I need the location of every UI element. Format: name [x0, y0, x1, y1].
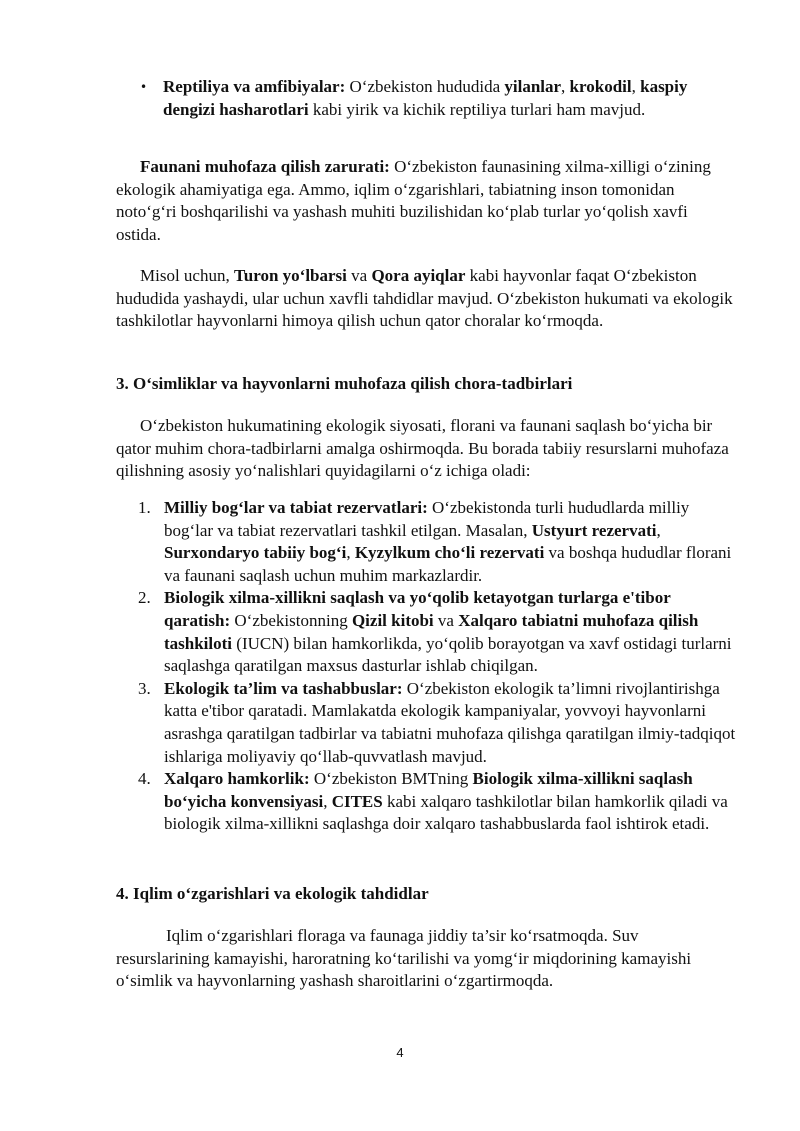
- text-run: O‘zbekiston BMTning: [309, 769, 473, 789]
- paragraph-climate: Iqlim o‘zgarishlari floraga va faunaga jiddiy ta’sir ko‘rsatmoqda. Suv resurslarining kamayishi, haroratning ko‘tarilishi va yomg‘ir miqdorining kamayishi o‘simlik va hayvonlarning yashash sharoitlarini o‘zgartirmoqda.: [116, 926, 692, 991]
- text-run: va: [346, 266, 372, 285]
- text-run: (IUCN) bilan hamkorlikda, yo‘qolib borayotgan va xavf ostidagi turlarni saqlashga qaratilgan maxsus dasturlar ishlab chiqilgan.: [164, 633, 732, 676]
- text-run: va boshqa hududlar florani va faunani saqlash uchun muhim markazlardir.: [164, 543, 732, 585]
- list-item-title: Ekologik ta’lim va tashabbuslar:: [164, 678, 403, 698]
- text-run: va: [433, 610, 459, 630]
- bold-term: kaspiy dengizi hasharotlari: [163, 77, 688, 119]
- section-heading-3: 3. O‘simliklar va hayvonlarni muhofaza qilish chora-tadbirlari: [116, 374, 573, 393]
- text-run: kabi hayvonlar faqat O‘zbekiston hududida yashaydi, ular uchun xavfli tahdidlar mavjud. O‘zbekiston hukumati va ekologik tashkilotlar hayvonlarni himoya qilish uchun qator choralar ko‘rmoqda.: [116, 266, 733, 331]
- bold-term: Turon yo‘lbarsi: [233, 266, 347, 285]
- text-run: O‘zbekiston hududida: [345, 77, 505, 96]
- list-number: 3.: [138, 678, 151, 698]
- text-run: O‘zbekiston faunasining xilma-xilligi o‘zining ekologik ahamiyatiga ega. Ammo, iqlim o‘zgarishlari, tabiatning inson tomonidan noto‘g‘ri boshqarilishi va yashash muhiti buzilishidan ko‘plab turlar yo‘qolish xavfi ostida.: [116, 157, 711, 244]
- text-run: ,: [656, 520, 661, 540]
- list-number: 4.: [138, 769, 151, 789]
- list-item: [116, 678, 736, 768]
- text-run: ,: [346, 543, 355, 563]
- bold-term: Ustyurt rezervati: [531, 520, 657, 540]
- bullet-title: Reptiliya va amfibiyalar:: [163, 77, 346, 96]
- text-run: ,: [561, 77, 570, 96]
- text-run: O‘zbekiston ekologik ta’limni rivojlantirishga katta e'tibor qaratadi. Mamlakatda ekologik kampaniyalar, yovvoyi hayvonlarni asrashga qaratilgan tadbirlar va tabiatni muhofaza qilishga qaratilgan ilmiy-tadqiqot ishlariga moliyaviy qo‘llab-quvvatlash mavjud.: [164, 678, 736, 766]
- bold-term: Qizil kitobi: [351, 610, 434, 630]
- paragraph-fauna-protection: [116, 156, 736, 246]
- measures-list: [116, 497, 736, 836]
- list-item-title: Milliy bog‘lar va tabiat rezervatlari:: [164, 498, 428, 517]
- text-run: ,: [631, 77, 641, 96]
- text-run: ,: [323, 791, 332, 811]
- bold-term: Kyzylkum cho‘li rezervati: [354, 543, 545, 563]
- list-item-title: Xalqaro hamkorlik:: [164, 769, 310, 789]
- paragraph-measures-intro: O‘zbekiston hukumatining ekologik siyosati, florani va faunani saqlash bo‘yicha bir qator muhim chora-tadbirlarni amalga oshirmoqda. Bu borada tabiiy resurslarni muhofaza qilishning asosiy yo‘nalishlari quyidagilarni o‘z ichiga oladi:: [116, 416, 729, 481]
- list-item: [116, 497, 736, 587]
- text-run: O‘zbekistonning: [230, 610, 352, 630]
- paragraph-example: [116, 265, 736, 333]
- bold-term: CITES: [331, 791, 383, 811]
- text-run: kabi xalqaro tashkilotlar bilan hamkorlik qiladi va biologik xilma-xillikni saqlashga doir xalqaro tashabbuslarda faol ishtirok etadi.: [164, 791, 728, 834]
- list-item: [116, 587, 736, 677]
- list-item-title: Biologik xilma-xillikni saqlash va yo‘qolib ketayotgan turlarga e'tibor qaratish:: [164, 588, 671, 630]
- bold-term: yilanlar: [504, 77, 562, 96]
- paragraph-title: Faunani muhofaza qilish zarurati:: [140, 157, 390, 176]
- page-number: 4: [396, 1045, 404, 1060]
- text-run: O‘zbekistonda turli hududlarda milliy bog‘lar va tabiat rezervatlari tashkil etilgan. Masalan,: [164, 498, 690, 540]
- list-number: 1.: [138, 498, 151, 517]
- bold-term: Biologik xilma-xillikni saqlash bo‘yicha konvensiyasi: [164, 769, 693, 811]
- section-heading-4: 4. Iqlim o‘zgarishlari va ekologik tahdidlar: [116, 884, 429, 903]
- list-number: 2.: [138, 588, 151, 608]
- list-item: [116, 768, 736, 836]
- bold-term: Qora ayiqlar: [371, 266, 466, 285]
- bold-term: Xalqaro tabiatni muhofaza qilish tashkiloti: [164, 610, 699, 653]
- bullet-item-reptiles: [163, 76, 723, 121]
- bold-term: krokodil: [569, 77, 632, 96]
- bullet-icon: •: [140, 80, 148, 94]
- bold-term: Surxondaryo tabiiy bog‘i: [164, 543, 347, 563]
- text-run: Misol uchun,: [140, 266, 234, 285]
- text-run: kabi yirik va kichik reptiliya turlari ham mavjud.: [308, 99, 646, 119]
